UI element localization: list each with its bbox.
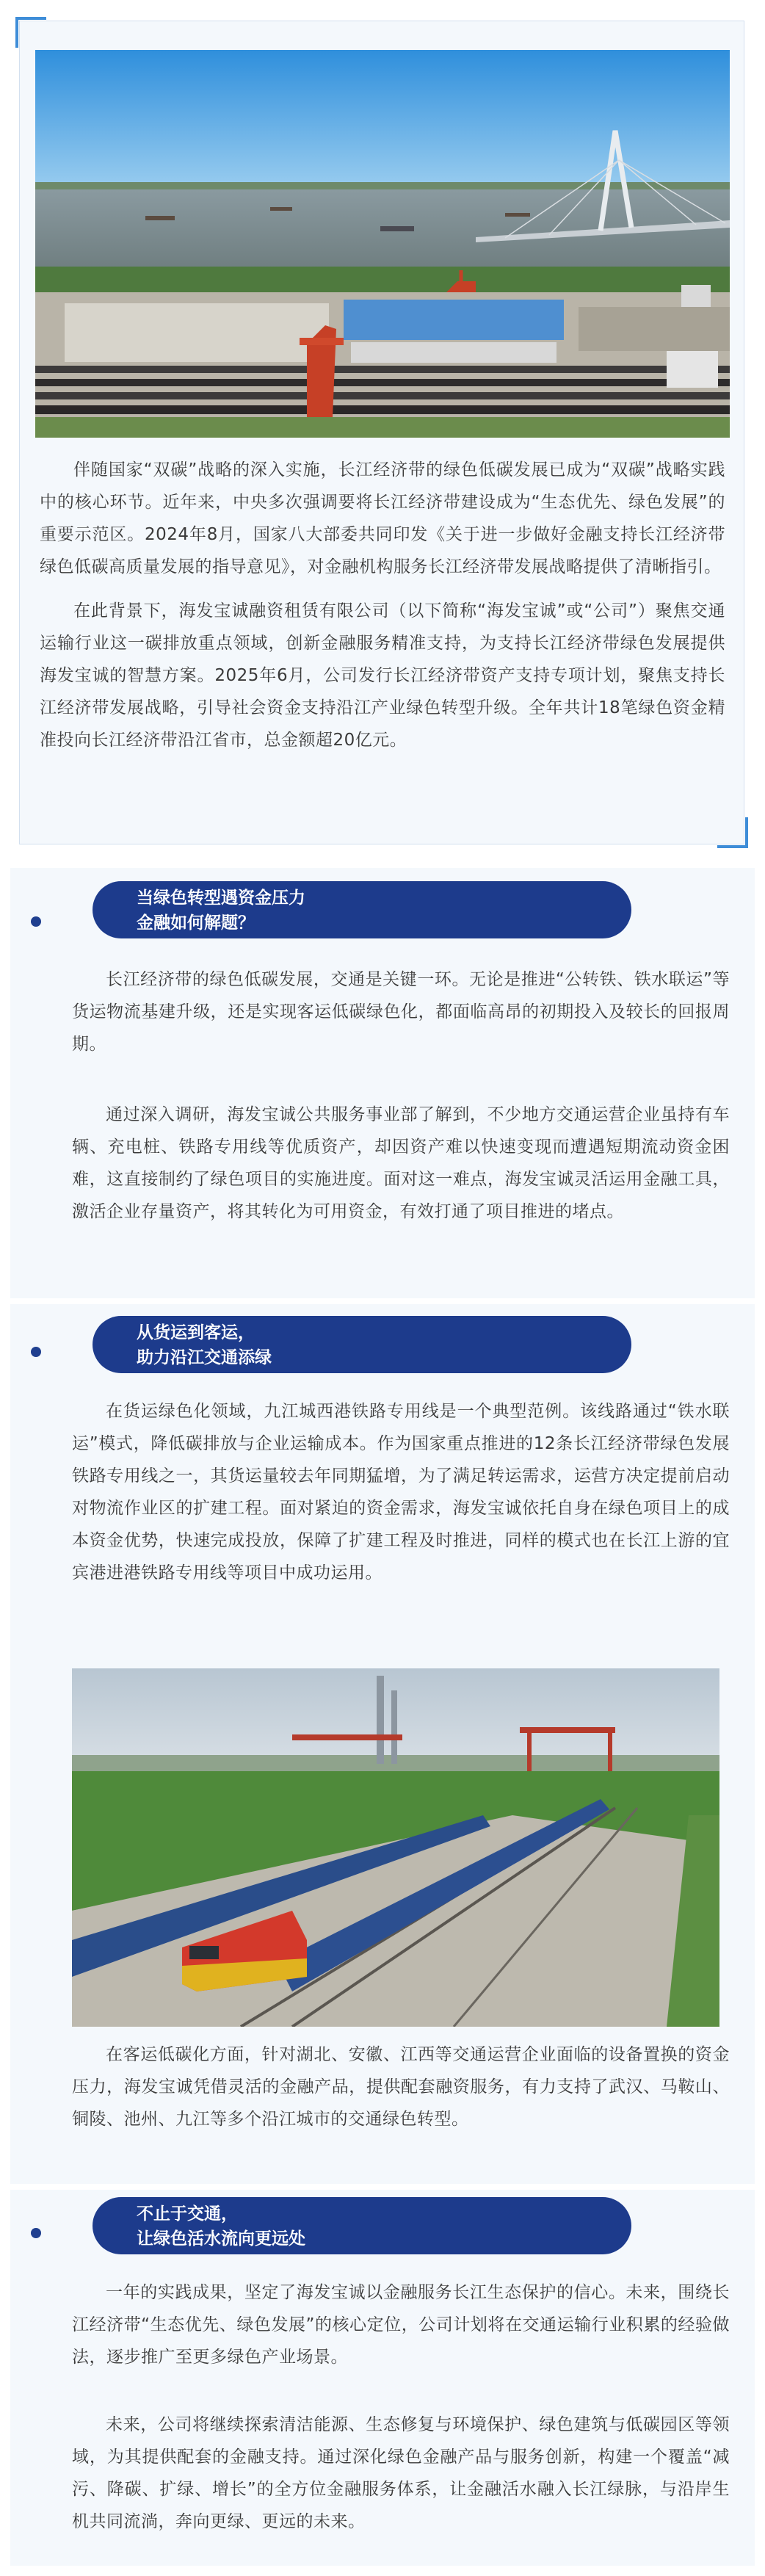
section-title-line: 不止于交通，: [137, 2204, 238, 2224]
section-title-banner: [93, 2197, 631, 2254]
section-title-line: 当绿色转型遇资金压力: [137, 889, 305, 908]
section-card: [10, 868, 755, 1298]
section-paragraph: 在货运绿色化领域，九江城西港铁路专用线是一个典型范例。该线路通过“铁水联运”模式，降低碳排放与企业运输成本。作为国家重点推进的12条长江经济带绿色发展铁路专用线之一，其货运量较去年同期猛增，为了满足转运需求，运营方决定提前启动对物流作业区的扩建工程。面对紧迫的资金需求，海发宝诚依托自身在绿色项目上的成本资金优势，快速完成投放，保障了扩建工程及时推进，同样的模式也在长江上游的宜宾港进港铁路专用线等项目中成功运用。: [72, 1402, 730, 1582]
corner-decoration-bottom-right: [717, 817, 748, 848]
section-paragraph: 通过深入调研，海发宝诚公共服务事业部了解到，不少地方交通运营企业虽持有车辆、充电桩、铁路专用线等优质资产，却因资产难以快速变现而遭遇短期流动资金困难，这直接制约了绿色项目的实施进度。面对这一难点，海发宝诚灵活运用金融工具，激活企业存量资产，将其转化为可用资金，有效打通了项目推进的堵点。: [72, 1105, 730, 1221]
bullet-dot-icon: [31, 1347, 41, 1357]
freight-train-photo: [72, 1668, 719, 2027]
bullet-dot-icon: [31, 916, 41, 927]
port-aerial-photo: [35, 50, 730, 438]
section-title-line: 助力沿江交通添绿: [137, 1348, 272, 1367]
bullet-dot-icon: [31, 2228, 41, 2238]
corner-decoration-top-left: [15, 17, 46, 48]
intro-paragraph: 在此背景下，海发宝诚融资租赁有限公司（以下简称“海发宝诚”或“公司”）聚焦交通运输行业这一碳排放重点领域，创新金融服务精准支持，为支持长江经济带绿色发展提供海发宝诚的智慧方案。2025年6月，公司发行长江经济带资产支持专项计划，聚焦支持长江经济带发展战略，引导社会资金支持沿江产业绿色转型升级。全年共计18笔绿色资金精准投向长江经济带沿江省市，总金额超20亿元。: [40, 601, 725, 750]
section-title-line: 让绿色活水流向更远处: [137, 2229, 305, 2248]
section-paragraph: 未来，公司将继续探索清洁能源、生态修复与环境保护、绿色建筑与低碳园区等领域，为其提供配套的金融支持。通过深化绿色金融产品与服务创新，构建一个覆盖“减污、降碳、扩绿、增长”的全方位金融服务体系，让金融活水融入长江绿脉，与沿岸生机共同流淌，奔向更绿、更远的未来。: [72, 2415, 730, 2531]
section-title-line: 从货运到客运，: [137, 1323, 255, 1342]
section-paragraph: 一年的实践成果，坚定了海发宝诚以金融服务长江生态保护的信心。未来，围绕长江经济带“生态优先、绿色发展”的核心定位，公司计划将在交通运输行业积累的经验做法，逐步推广至更多绿色产业场景。: [72, 2283, 730, 2367]
intro-paragraph: 伴随国家“双碳”战略的深入实施，长江经济带的绿色低碳发展已成为“双碳”战略实践中的核心环节。近年来，中央多次强调要将长江经济带建设成为“生态优先、绿色发展”的重要示范区。2024年8月，国家八大部委共同印发《关于进一步做好金融支持长江经济带绿色低碳高质量发展的指导意见》，对金融机构服务长江经济带发展战略提供了清晰指引。: [40, 460, 725, 576]
section-title-banner: [93, 881, 631, 938]
section-paragraph: 在客运低碳化方面，针对湖北、安徽、江西等交通运营企业面临的设备置换的资金压力，海发宝诚凭借灵活的金融产品，提供配套融资服务，有力支持了武汉、马鞍山、铜陵、池州、九江等多个沿江城市的交通绿色转型。: [72, 2045, 730, 2129]
section-title-line: 金融如何解题？: [137, 913, 255, 933]
section-card: [10, 2190, 755, 2566]
section-paragraph: 长江经济带的绿色低碳发展，交通是关键一环。无论是推进“公转铁、铁水联运”等货运物流基建升级，还是实现客运低碳绿色化，都面临高昂的初期投入及较长的回报周期。: [72, 970, 730, 1054]
section-title-banner: [93, 1316, 631, 1373]
